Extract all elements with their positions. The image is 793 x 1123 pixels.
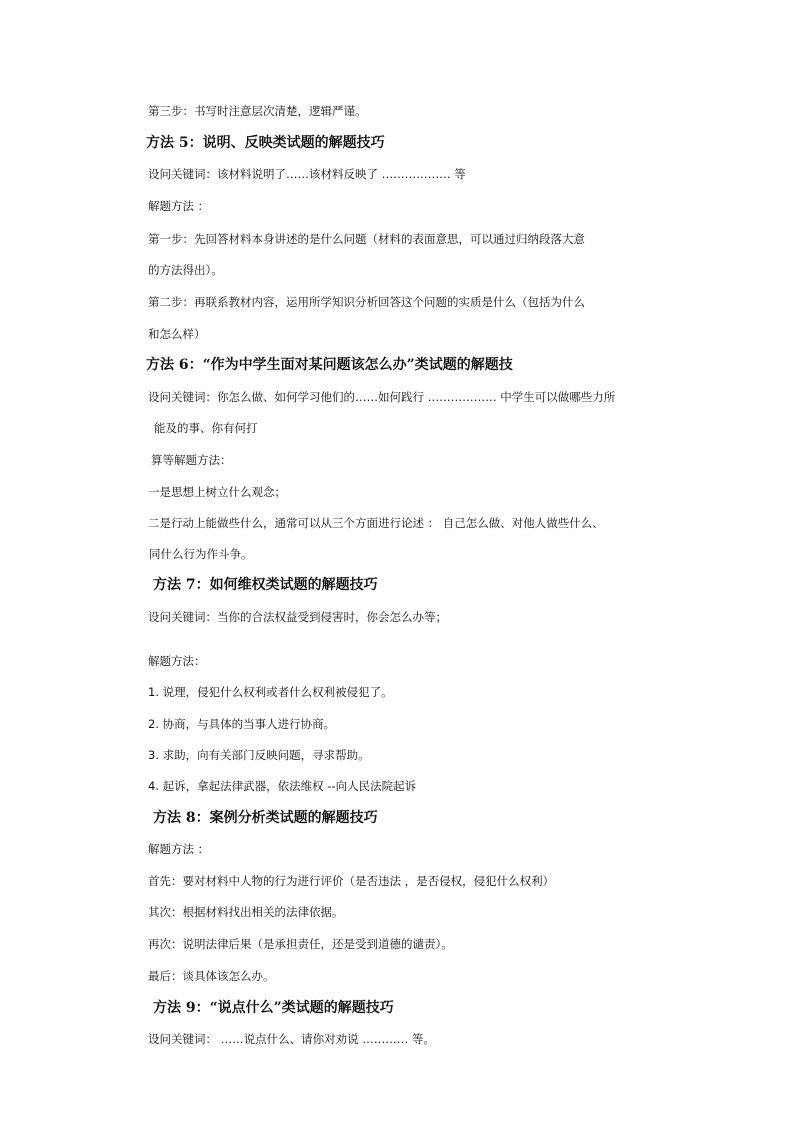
- method-9-keywords: 设问关键词： ……说点什么、请你对劝说 ………… 等。: [148, 1032, 435, 1046]
- method-6-keywords: 设问关键词：你怎么做、如何学习他们的……如何践行 ……………… 中学生可以做哪些力所: [148, 390, 616, 404]
- method-7-item-2: 2. 协商，与具体的当事人进行协商。: [148, 717, 336, 731]
- method-8-first: 首先：要对材料中人物的行为进行评价（是否违法 ，是否侵权，侵犯什么权利）: [148, 874, 555, 888]
- method-5-step-one: 第一步：先回答材料本身讲述的是什么问题（材料的表面意思，可以通过归纳段落大意: [148, 232, 585, 246]
- method-5-step-two-cont: 和怎么样）: [148, 327, 206, 341]
- method-5-step-one-cont: 的方法得出）。: [148, 263, 223, 277]
- method-9-heading: 方法 9：“说点什么”类试题的解题技巧: [153, 1000, 394, 1016]
- method-5-heading: 方法 5：说明、反映类试题的解题技巧: [146, 135, 385, 151]
- method-5-step-two: 第二步：再联系教材内容，运用所学知识分析回答这个问题的实质是什么（包括为什么: [148, 295, 585, 309]
- method-6-point-two-cont: 同什么行为作斗争。: [149, 547, 253, 561]
- method-5-keywords: 设问关键词：该材料说明了……该材料反映了 ……………… 等: [148, 167, 466, 181]
- step-three-line: 第三步：书写时注意层次清楚，逻辑严谨。: [148, 104, 367, 118]
- method-7-item-1: 1. 说理，侵犯什么权利或者什么权利被侵犯了。: [148, 685, 393, 699]
- method-6-keywords-cont: 能及的事、你有何打: [154, 421, 258, 435]
- method-7-keywords: 设问关键词：当你的合法权益受到侵害时，你会怎么办等；: [148, 610, 447, 624]
- method-6-point-two: 二是行动上能做些什么，通常可以从三个方面进行论述 ： 自己怎么做、对他人做些什么、: [148, 516, 604, 530]
- method-6-point-one: 一是思想上树立什么观念；: [148, 485, 286, 499]
- method-8-heading: 方法 8：案例分析类试题的解题技巧: [153, 810, 378, 826]
- method-7-solution-label: 解题方法：: [148, 654, 206, 668]
- method-6-solution-label: 算等解题方法：: [151, 453, 232, 467]
- method-7-heading: 方法 7：如何维权类试题的解题技巧: [153, 577, 378, 593]
- method-8-last: 最后：谈具体该怎么办。: [148, 969, 275, 983]
- method-7-item-3: 3. 求助，向有关部门反映问题，寻求帮助。: [148, 748, 370, 762]
- method-7-item-4: 4. 起诉，拿起法律武器，依法维权 --向人民法院起诉: [148, 779, 417, 793]
- method-5-solution-label: 解题方法 ：: [148, 199, 210, 213]
- method-8-third: 再次：说明法律后果（是承担责任，还是受到道德的谴责）。: [148, 937, 453, 951]
- method-6-heading: 方法 6：“作为中学生面对某问题该怎么办”类试题的解题技: [146, 357, 513, 373]
- method-8-solution-label: 解题方法 ：: [148, 842, 210, 856]
- method-8-second: 其次：根据材料找出相关的法律依据。: [148, 905, 344, 919]
